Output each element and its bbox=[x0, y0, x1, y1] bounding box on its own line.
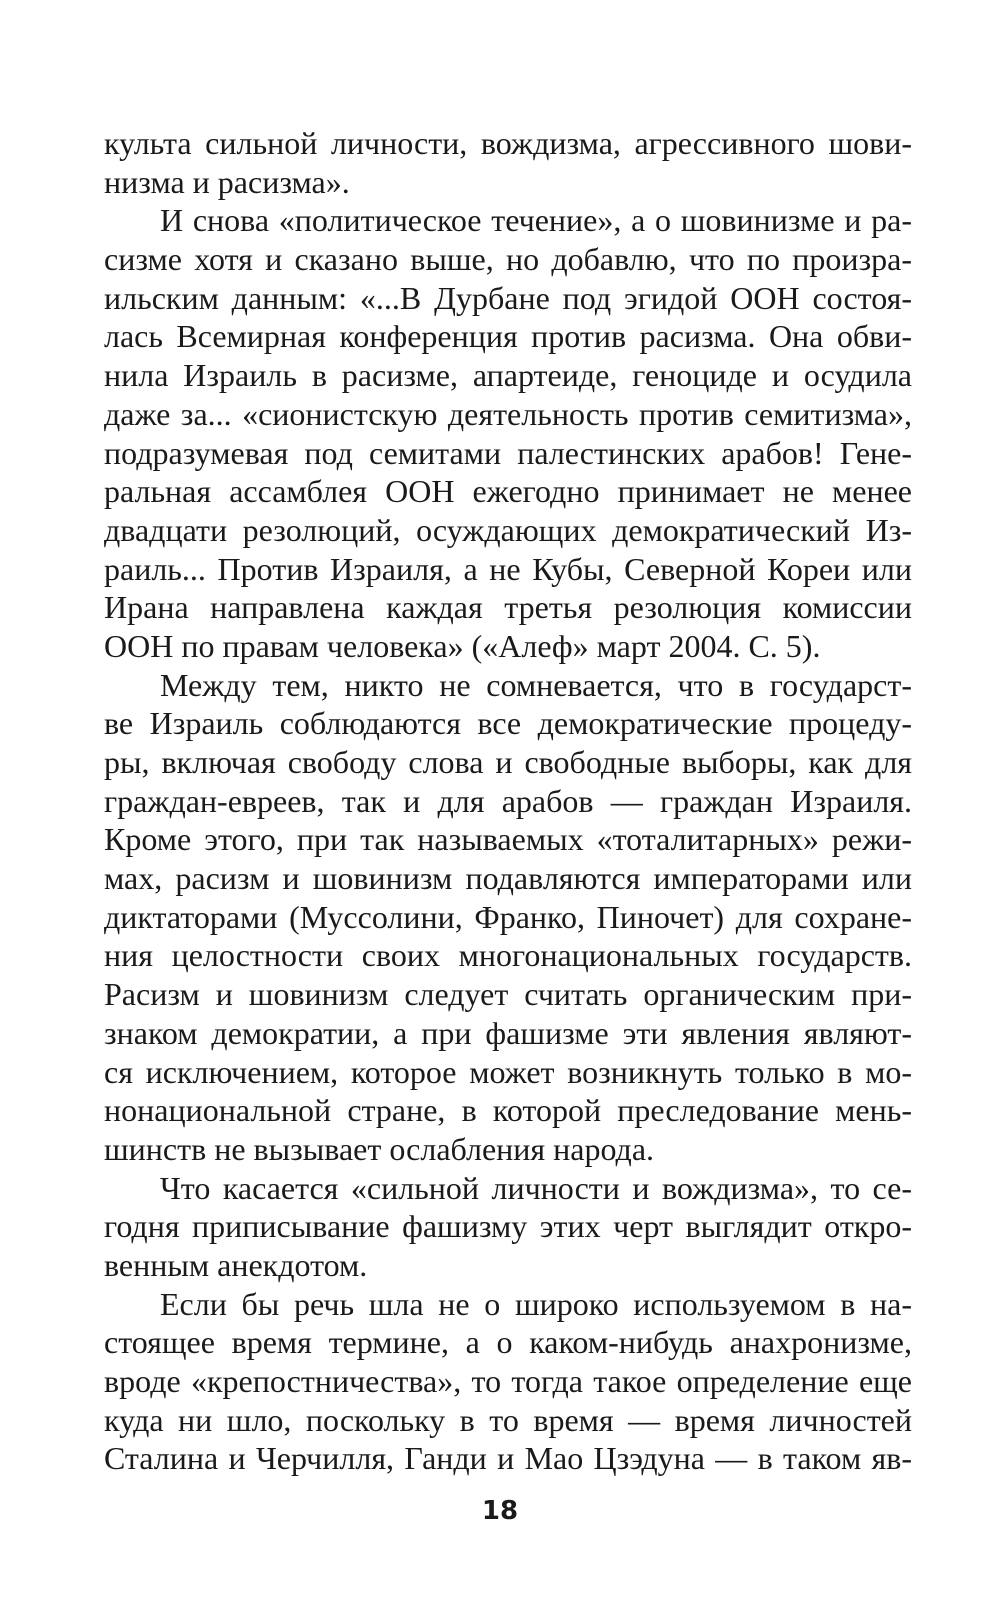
text-line: ния целостности своих многонациональных государств. bbox=[104, 937, 912, 974]
text-line: куда ни шло, поскольку в то время — время личностей bbox=[104, 1401, 912, 1438]
text-line: даже за... «сионистскую деятельность против семитизма», bbox=[104, 395, 912, 432]
text-line: граждан-евреев, так и для арабов — граждан Израиля. bbox=[104, 782, 912, 819]
text-line: раиль... Против Израиля, а не Кубы, Северной Кореи или bbox=[104, 550, 912, 587]
text-line: нила Израиль в расизме, апартеиде, геноциде и осудила bbox=[104, 357, 912, 394]
text-line: ры, включая свободу слова и свободные выборы, как для bbox=[104, 744, 912, 780]
text-line: нонациональной стране, в которой преследование мень- bbox=[104, 1092, 912, 1129]
text-line: стоящее время термине, а о каком-нибудь анахронизме, bbox=[104, 1324, 912, 1361]
text-line: Кроме этого, при так называемых «тоталитарных» режи- bbox=[104, 821, 912, 858]
text-line: Между тем, никто не сомневается, что в государст- bbox=[160, 666, 912, 703]
text-line: диктаторами (Муссолини, Франко, Пиночет) для сохране- bbox=[104, 898, 912, 935]
text-line: низма и расизма». bbox=[104, 163, 350, 200]
text-line: Если бы речь шла не о широко используемом в на- bbox=[160, 1285, 912, 1322]
text-line: ве Израиль соблюдаются все демократические процеду- bbox=[104, 705, 912, 742]
text-line: Расизм и шовинизм следует считать органическим при- bbox=[104, 976, 912, 1013]
text-line: ся исключением, которое может возникнуть только в мо- bbox=[104, 1053, 912, 1090]
text-line: И снова «политическое течение», а о шовинизме и ра- bbox=[160, 202, 912, 239]
text-line: шинств не вызывает ослабления народа. bbox=[104, 1130, 655, 1167]
text-line: двадцати резолюций, осуждающих демократический Из- bbox=[104, 511, 912, 548]
text-line: ральная ассамблея ООН ежегодно принимает не менее bbox=[104, 473, 912, 510]
text-line: лась Всемирная конференция против расизма. Она обви- bbox=[104, 318, 912, 355]
text-line: венным анекдотом. bbox=[104, 1246, 368, 1283]
text-line: сизме хотя и сказано выше, но добавлю, что по произра- bbox=[104, 241, 912, 278]
text-line: Ирана направлена каждая третья резолюция комиссии bbox=[104, 589, 912, 626]
text-line: культа сильной личности, вождизма, агрессивного шови- bbox=[104, 125, 912, 161]
text-line: Сталина и Черчилля, Ганди и Мао Цзэдуна — в таком яв- bbox=[104, 1440, 912, 1477]
text-line: подразумевая под семитами палестинских арабов! Гене- bbox=[104, 434, 912, 471]
text-line: ООН по правам человека» («Алеф» март 2004. С. 5). bbox=[104, 627, 821, 664]
text-line: Что касается «сильной личности и вождизма», то се- bbox=[160, 1169, 912, 1206]
text-line: ильским данным: «...В Дурбане под эгидой ООН состоя- bbox=[104, 279, 912, 316]
text-line: знаком демократии, а при фашизме эти явления являют- bbox=[104, 1014, 912, 1051]
body-text bbox=[104, 124, 912, 1478]
text-line: годня приписывание фашизму этих черт выглядит откро- bbox=[104, 1208, 912, 1245]
text-line: вроде «крепостничества», то тогда такое определение еще bbox=[104, 1363, 912, 1399]
page-number: 18 bbox=[481, 1496, 519, 1526]
text-line: мах, расизм и шовинизм подавляются императорами или bbox=[104, 860, 912, 897]
